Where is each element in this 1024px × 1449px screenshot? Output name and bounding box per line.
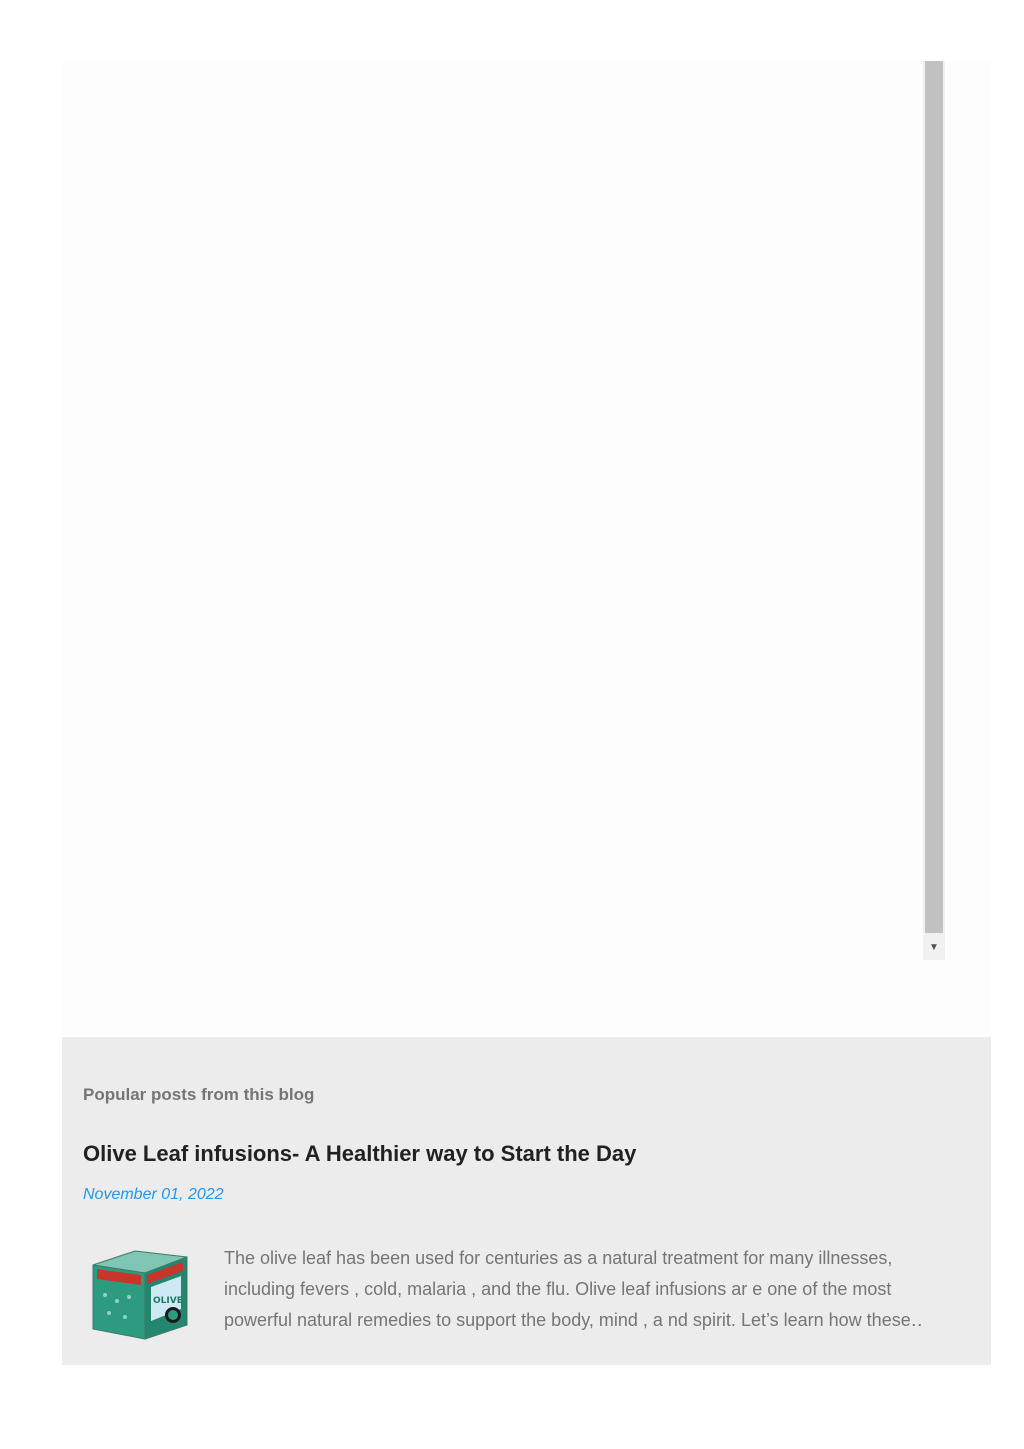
scrollbar-thumb[interactable] xyxy=(925,61,943,933)
thumbnail-brand-text: OLIVE xyxy=(153,1296,183,1306)
popular-posts-section xyxy=(62,1037,991,1365)
post-snippet-line: The olive leaf has been used for centuries as a natural treatment for many illnesses, xyxy=(224,1248,893,1268)
post-title-link[interactable]: Olive Leaf infusions- A Healthier way to Start the Day xyxy=(83,1141,637,1166)
post-snippet-line: powerful natural remedies to support the body, mind , a nd spirit. Let’s learn how these‥ xyxy=(224,1310,923,1330)
post-snippet xyxy=(224,1243,974,1336)
popular-posts-heading: Popular posts from this blog xyxy=(83,1085,315,1104)
post-thumbnail-image[interactable] xyxy=(83,1243,197,1343)
post-snippet-line: including fevers , cold, malaria , and the flu. Olive leaf infusions ar e one of the most xyxy=(224,1279,892,1299)
post-date-link[interactable]: November 01, 2022 xyxy=(83,1186,224,1203)
embedded-frame[interactable] xyxy=(62,61,946,960)
scroll-down-arrow-icon[interactable]: ▼ xyxy=(929,942,939,953)
